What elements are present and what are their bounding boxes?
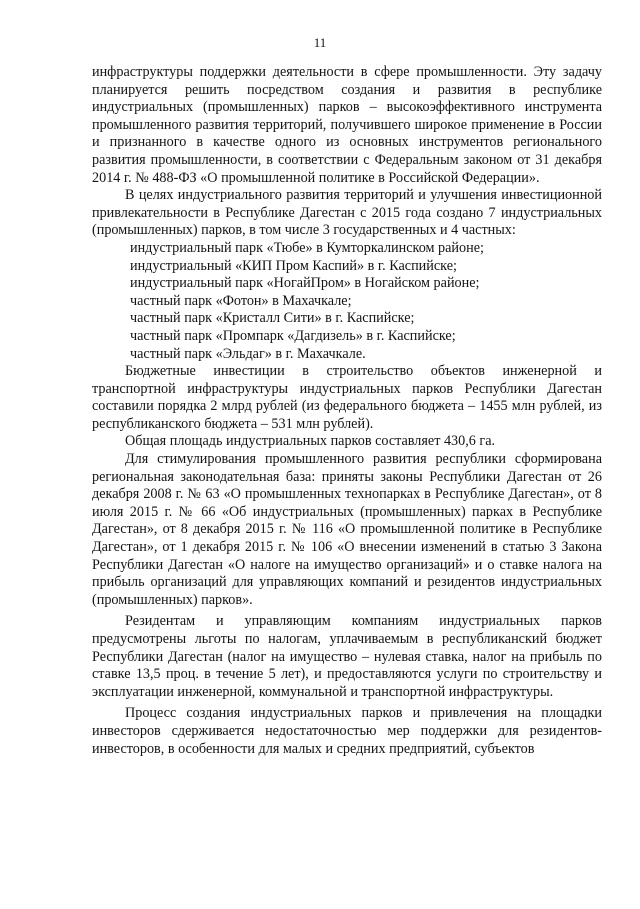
list-item: частный парк «Фотон» в Махачкале;	[130, 292, 352, 309]
list-item: частный парк «Кристалл Сити» в г. Каспийске;	[130, 310, 415, 327]
paragraph-legislative-base: Для стимулирования промышленного развития республики сформирована региональная законодательная база: приняты законы Республики Дагестан от 26 декабря 2008 г. № 63 «О промышленных технопарках в Республике Дагестан», от 8 июля 2015 г. № 66 «Об индустриальных (промышленных) парках в Республике Дагестан», от 8 декабря 2015 г. № 116 «О промышленной политике в Республике Дагестан», от 1 декабря 2015 г. № 106 «О внесении изменений в статью 3 Закона Республики Дагестан «О налоге на имущество организаций» и о ставке налога на прибыль организаций для управляющих компаний и резидентов индустриальных (промышленных) парков».	[92, 451, 602, 608]
paragraph-constraints: Процесс создания индустриальных парков и привлечения на площадки инвесторов сдерживается недостаточностью мер поддержки для резидентов-инвесторов, в особенности для малых и средних предприятий, субъектов	[92, 705, 602, 757]
list-item: индустриальный парк «Тюбе» в Кумторкалинском районе;	[130, 239, 484, 256]
document-body	[92, 64, 602, 758]
paragraph-industrial-parks-intro: В целях индустриального развития территорий и улучшения инвестиционной привлекательности в Республике Дагестан с 2015 года создано 7 индустриальных (промышленных) парков, в том числе 3 государственных и 4 частных:	[92, 187, 602, 239]
paragraph-tax-benefits: Резидентам и управляющим компаниям индустриальных парков предусмотрены льготы по налогам, уплачиваемым в республиканский бюджет Республики Дагестан (налог на имущество – нулевая ставка, налог на прибыль по ставке 13,5 проц. в течение 5 лет), и предоставляются услуги по строительству и эксплуатации инженерной, коммунальной и транспортной инфраструктуры.	[92, 613, 602, 700]
list-item: частный парк «Эльдаг» в г. Махачкале.	[130, 345, 366, 362]
paragraph-total-area: Общая площадь индустриальных парков составляет 430,6 га.	[125, 433, 496, 450]
paragraph-infrastructure: инфраструктуры поддержки деятельности в сфере промышленности. Эту задачу планируется решить посредством создания и развития в республике индустриальных (промышленных) парков – высокоэффективного инструмента промышленного развития территорий, получившего широкое применение в России и признанного в качестве одного из основных инструментов регионального развития промышленности, в соответствии с Федеральным законом от 31 декабря 2014 г. № 488-ФЗ «О промышленной политике в Российской Федерации».	[92, 64, 602, 186]
list-item: индустриальный «КИП Пром Каспий» в г. Каспийске;	[130, 257, 457, 274]
list-item: индустриальный парк «НогайПром» в Ногайском районе;	[130, 275, 480, 292]
paragraph-budget-investments: Бюджетные инвестиции в строительство объектов инженерной и транспортной инфраструктуры индустриальных парков Республики Дагестан составили порядка 2 млрд рублей (из федерального бюджета – 1455 млн рублей, из республиканского бюджета – 531 млн рублей).	[92, 363, 602, 432]
industrial-parks-list	[92, 240, 602, 363]
list-item: частный парк «Промпарк «Дагдизель» в г. Каспийске;	[130, 327, 456, 344]
page-number: 11	[313, 35, 327, 50]
